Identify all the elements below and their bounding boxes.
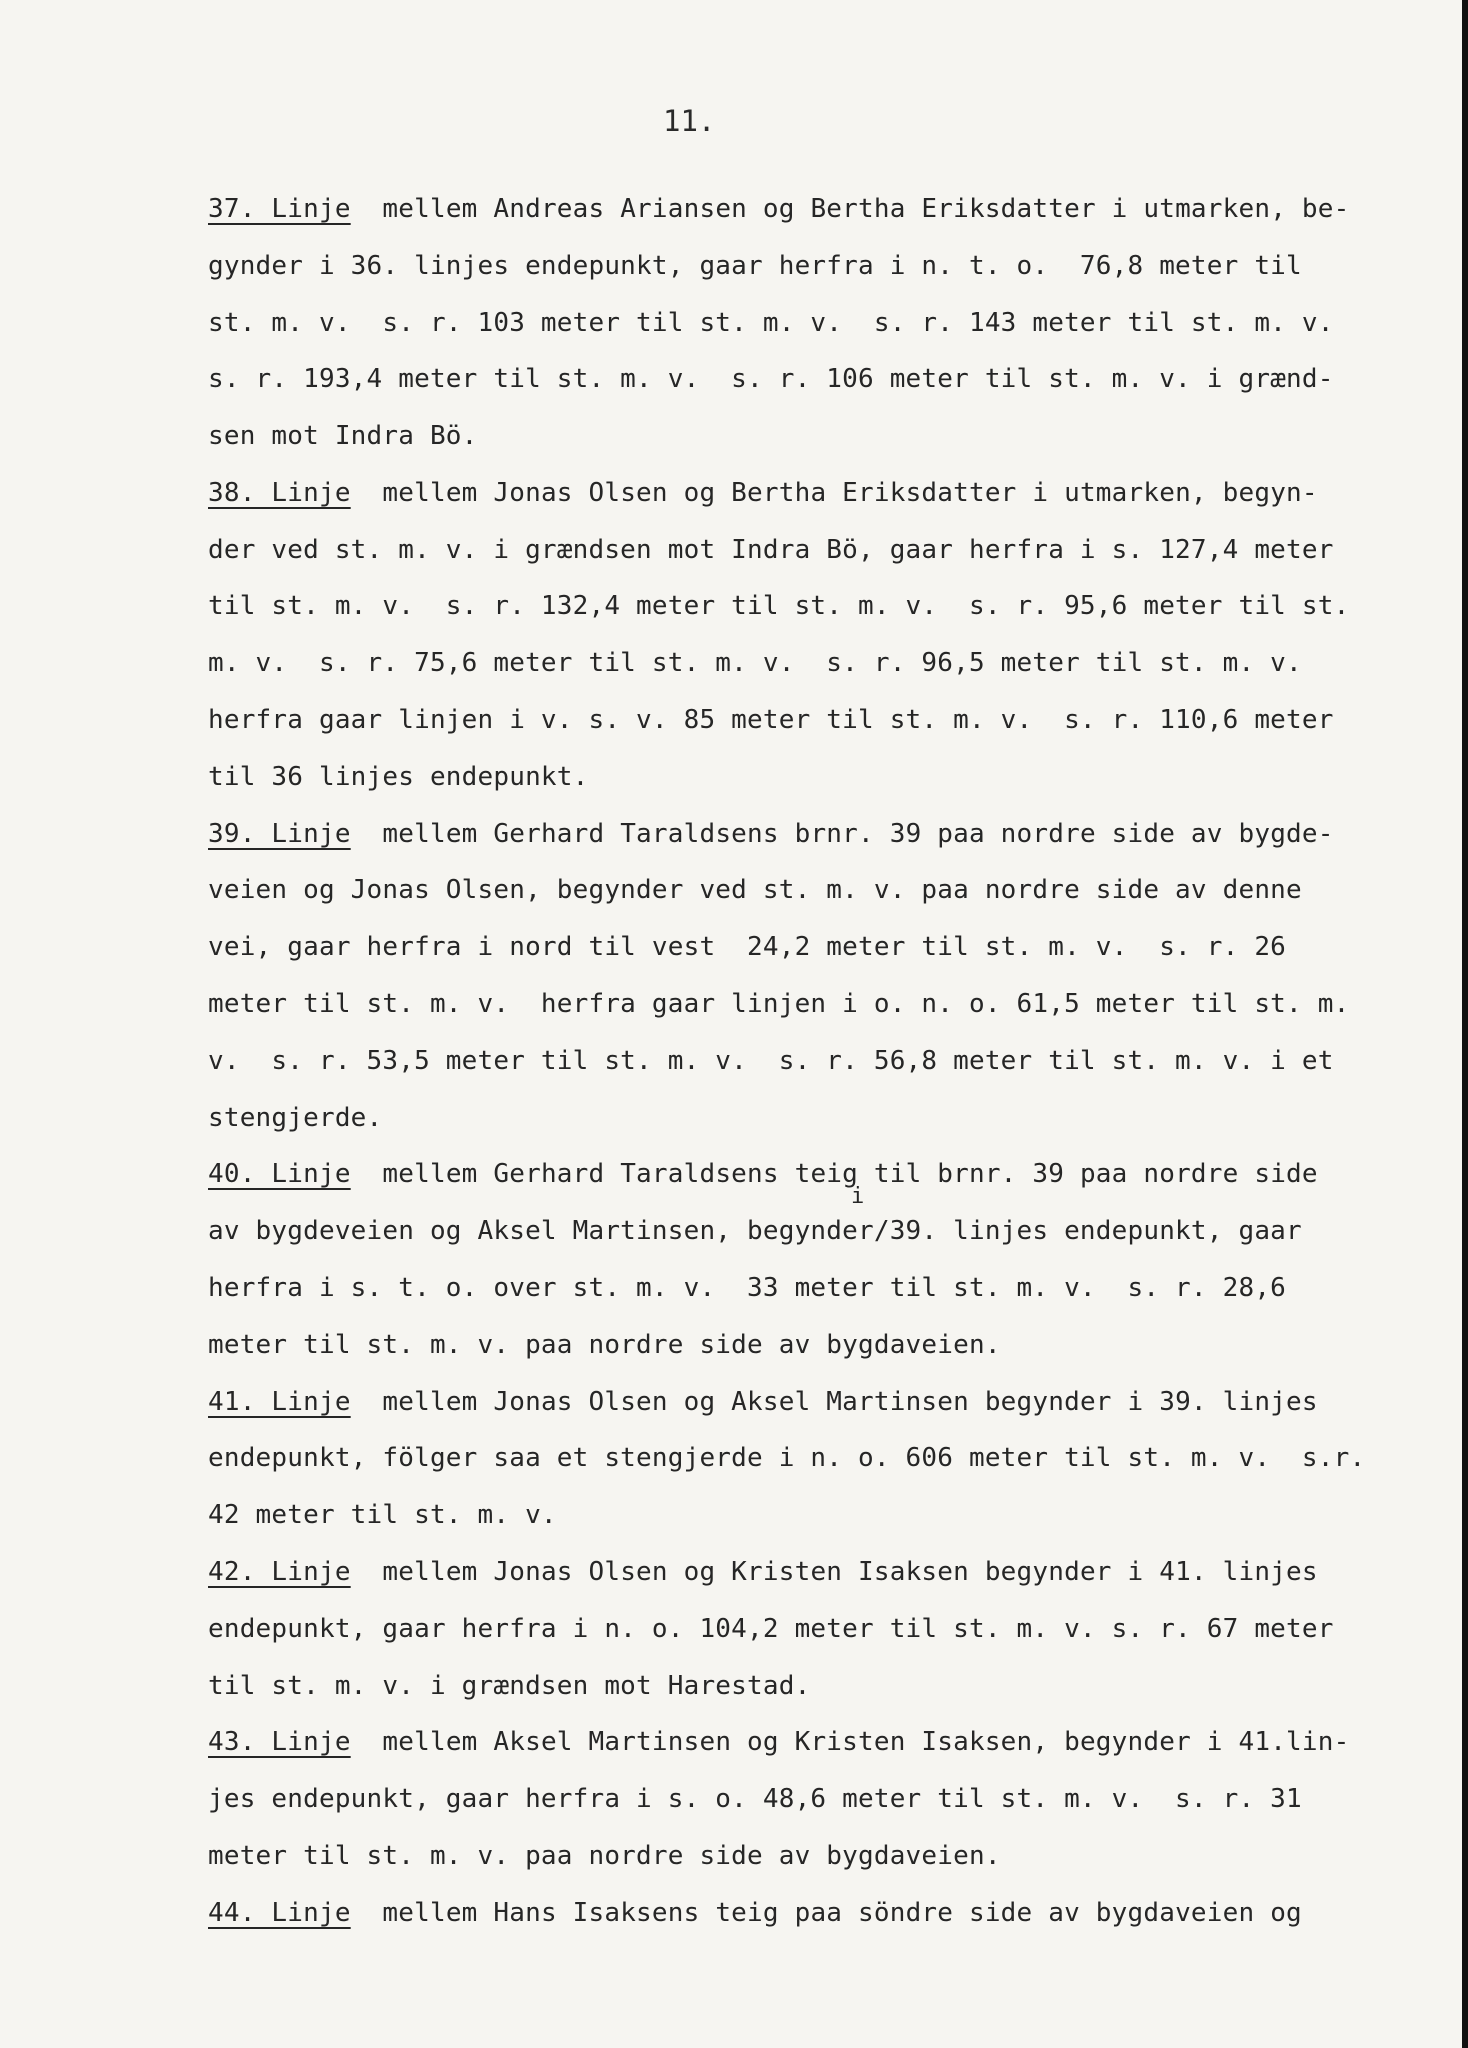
entry-text: mellem Jonas Olsen og Kristen Isaksen begynder i 41. linjes — [382, 1557, 1318, 1587]
entry-text: mellem Hans Isaksens teig paa söndre side av bygdaveien og — [382, 1898, 1302, 1928]
entry-text-line: herfra gaar linjen i v. s. v. 85 meter til st. m. v. s. r. 110,6 meter — [208, 705, 1334, 735]
entry-first-line — [208, 480, 1318, 506]
entry-first-line — [208, 1900, 1302, 1926]
entry-first-line — [208, 1559, 1318, 1585]
entry-text-line: m. v. s. r. 75,6 meter til st. m. v. s. r. 96,5 meter til st. m. v. — [208, 648, 1302, 678]
entry-heading: 40. Linje — [208, 1159, 351, 1189]
entry-text-line: der ved st. m. v. i grændsen mot Indra Bö, gaar herfra i s. 127,4 meter — [208, 535, 1334, 565]
entry-heading: 44. Linje — [208, 1898, 351, 1928]
entry-text: mellem Gerhard Taraldsens brnr. 39 paa nordre side av bygde- — [382, 819, 1334, 849]
page-number: 11. — [663, 104, 716, 138]
entry-heading: 38. Linje — [208, 478, 351, 508]
entry-text-line: herfra i s. t. o. over st. m. v. 33 meter til st. m. v. s. r. 28,6 — [208, 1273, 1287, 1303]
entry-text-line: til st. m. v. s. r. 132,4 meter til st. m. v. s. r. 95,6 meter til st. — [208, 591, 1350, 621]
entry-text-line: st. m. v. s. r. 103 meter til st. m. v. s. r. 143 meter til st. m. v. — [208, 308, 1334, 338]
entry-first-line — [208, 1161, 1318, 1187]
entry-first-line — [208, 1729, 1349, 1755]
entry-text-line: sen mot Indra Bö. — [208, 421, 478, 451]
entry-text-line: veien og Jonas Olsen, begynder ved st. m. v. paa nordre side av denne — [208, 875, 1302, 905]
entry-text-line: gynder i 36. linjes endepunkt, gaar herfra i n. t. o. 76,8 meter til — [208, 251, 1302, 281]
entry-text-line: vei, gaar herfra i nord til vest 24,2 meter til st. m. v. s. r. 26 — [208, 932, 1287, 962]
entry-first-line — [208, 821, 1334, 847]
entry-text-line: jes endepunkt, gaar herfra i s. o. 48,6 meter til st. m. v. s. r. 31 — [208, 1784, 1302, 1814]
entry-text: mellem Jonas Olsen og Bertha Eriksdatter i utmarken, begyn- — [382, 478, 1318, 508]
entry-text: mellem Andreas Ariansen og Bertha Eriksdatter i utmarken, be- — [382, 194, 1350, 224]
entry-heading: 37. Linje — [208, 194, 351, 224]
entry-text-line: meter til st. m. v. paa nordre side av bygdaveien. — [208, 1841, 1001, 1871]
entry-text-line: 42 meter til st. m. v. — [208, 1500, 557, 1530]
entry-heading: 41. Linje — [208, 1387, 351, 1417]
entry-text-line: stengjerde. — [208, 1103, 383, 1133]
entry-text: mellem Jonas Olsen og Aksel Martinsen begynder i 39. linjes — [382, 1387, 1318, 1417]
entry-first-line — [208, 196, 1349, 222]
entry-text-line: v. s. r. 53,5 meter til st. m. v. s. r. 56,8 meter til st. m. v. i et — [208, 1046, 1334, 1076]
entry-text-line: s. r. 193,4 meter til st. m. v. s. r. 106 meter til st. m. v. i grænd- — [208, 364, 1334, 394]
entry-text-line: endepunkt, gaar herfra i n. o. 104,2 meter til st. m. v. s. r. 67 meter — [208, 1614, 1334, 1644]
entry-heading: 39. Linje — [208, 819, 351, 849]
handwritten-insert-mark: i — [851, 1184, 865, 1209]
entry-text-line: av bygdeveien og Aksel Martinsen, begynder/39. linjes endepunkt, gaar — [208, 1216, 1302, 1246]
entry-text-line: til 36 linjes endepunkt. — [208, 762, 589, 792]
entry-text-line: meter til st. m. v. paa nordre side av bygdaveien. — [208, 1330, 1001, 1360]
entry-text-line: til st. m. v. i grændsen mot Harestad. — [208, 1671, 811, 1701]
entry-text: mellem Aksel Martinsen og Kristen Isaksen, begynder i 41.lin- — [382, 1727, 1350, 1757]
entry-text-line: endepunkt, fölger saa et stengjerde i n. o. 606 meter til st. m. v. s.r. — [208, 1443, 1366, 1473]
entry-heading: 43. Linje — [208, 1727, 351, 1757]
entry-text-line: meter til st. m. v. herfra gaar linjen i o. n. o. 61,5 meter til st. m. — [208, 989, 1350, 1019]
entry-text: mellem Gerhard Taraldsens teig til brnr. 39 paa nordre side — [382, 1159, 1318, 1189]
entry-first-line — [208, 1389, 1318, 1415]
entry-heading: 42. Linje — [208, 1557, 351, 1587]
